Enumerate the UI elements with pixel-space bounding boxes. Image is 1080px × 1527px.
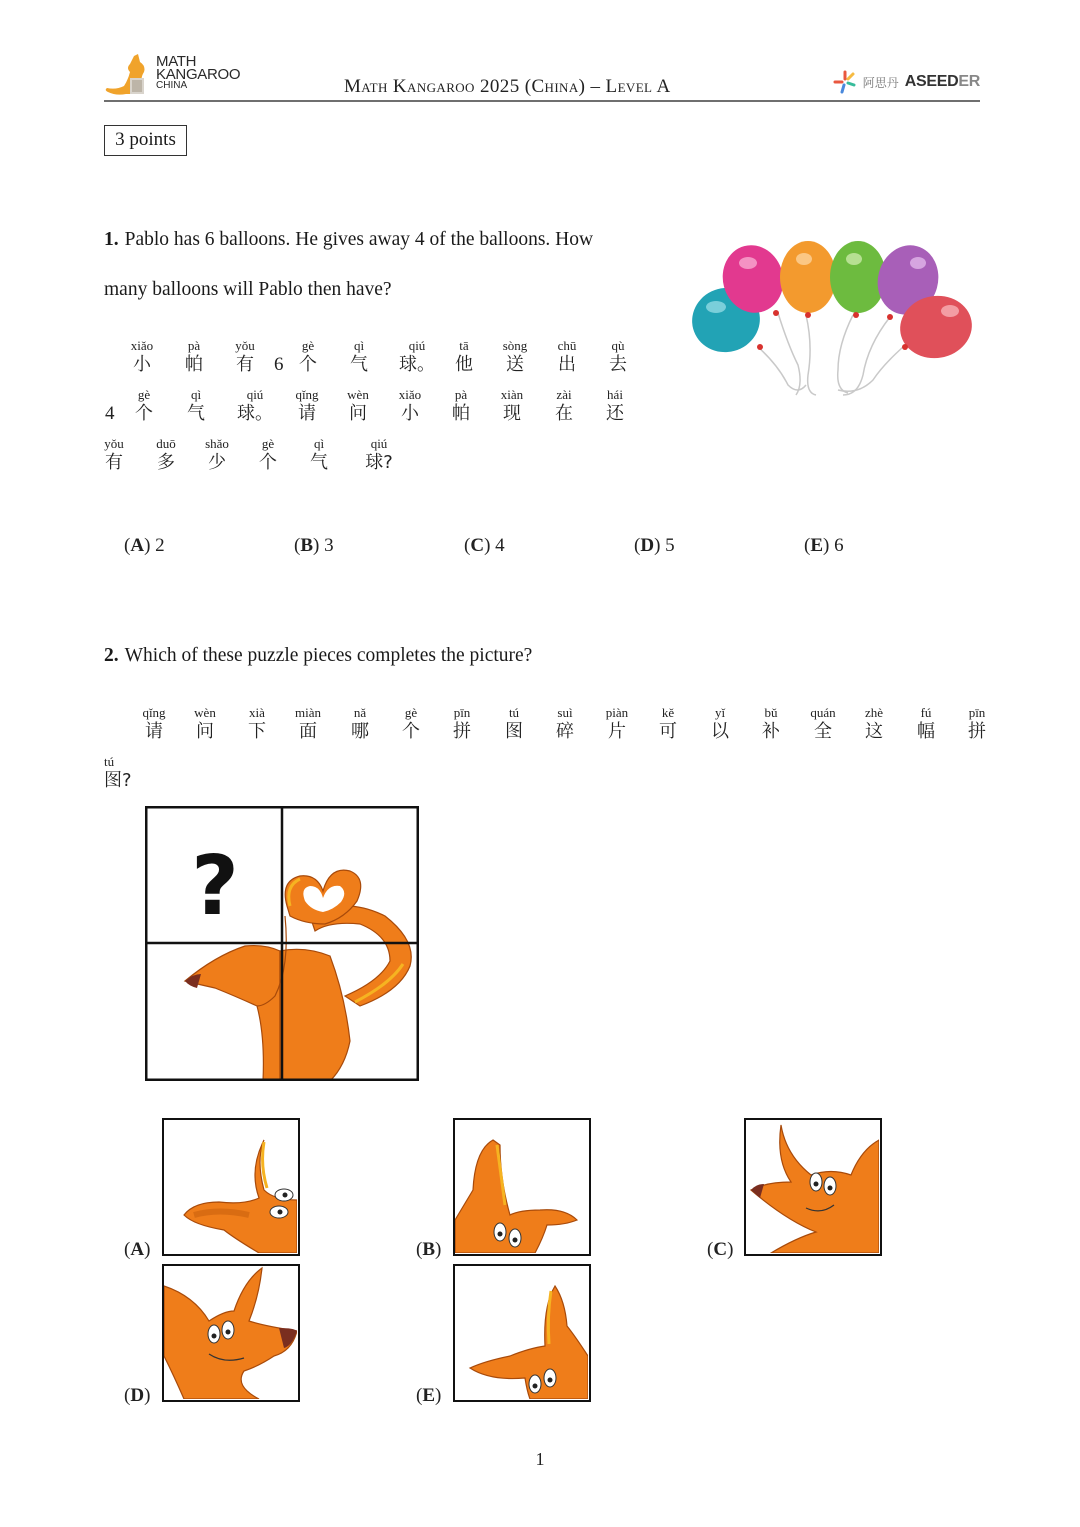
q2-option-a[interactable] [162, 1118, 300, 1256]
pinyin-char: qì 气 [310, 436, 328, 473]
page-number: 1 [535, 1449, 545, 1469]
kangaroo-piece-b-image [455, 1120, 588, 1253]
q2-pinyin-row-2 [96, 754, 156, 794]
kangaroo-piece-a-image [164, 1120, 297, 1253]
pinyin-char: yǐ 以 [711, 705, 729, 742]
pinyin-char: bǔ 补 [762, 705, 780, 742]
points-section-label: 3 points [104, 125, 187, 156]
q2-option-b-label: (B) [416, 1239, 442, 1260]
aseeder-cn-name: 阿思丹 [862, 75, 899, 90]
pinyin-char: shǎo 少 [205, 436, 229, 473]
q1-option-c[interactable]: (C) 4 [464, 535, 505, 556]
math-kangaroo-logo-text [156, 55, 240, 91]
aseeder-en-tail: ER [958, 73, 980, 90]
page-header [104, 50, 980, 102]
q2-option-c-label: (C) [707, 1239, 734, 1260]
q2-option-d[interactable] [162, 1264, 300, 1402]
pinyin-char: nǎ 哪 [351, 705, 369, 742]
q2-text [104, 645, 532, 667]
q1-option-a[interactable]: (A) 2 [124, 535, 165, 556]
q1-number-four: 4 [105, 403, 115, 424]
pinyin-char: qì 气 [187, 387, 205, 424]
pinyin-char: pīn 拼 [968, 705, 986, 742]
pinyin-char: xià 下 [248, 705, 266, 742]
pinyin-char: pà 帕 [185, 338, 203, 375]
pinyin-char: wèn 问 [194, 705, 216, 742]
q2-option-a-label: (A) [124, 1239, 151, 1260]
pinyin-char: qì 气 [350, 338, 368, 375]
q2-number: 2. [104, 645, 119, 666]
pinyin-char: gè 个 [402, 705, 420, 742]
balloon-orange [780, 241, 836, 313]
pinyin-char: gè 个 [135, 387, 153, 424]
q1-pinyin-row-2 [104, 387, 644, 427]
aseeder-en-main: ASEED [904, 73, 959, 90]
header-divider [104, 100, 980, 102]
pinyin-char: qiú 球。 [237, 387, 273, 424]
pinyin-char: xiàn 现 [500, 387, 524, 424]
q1-number-six: 6 [274, 354, 284, 375]
aseeder-en-name [905, 73, 980, 91]
kangaroo-piece-c-image [746, 1120, 879, 1253]
puzzle-missing-question-mark: ? [191, 839, 239, 934]
pinyin-char: qǐng 请 [295, 387, 319, 424]
pinyin-char: qiú 球。 [399, 338, 435, 375]
q2-option-e[interactable] [453, 1264, 591, 1402]
pinyin-char: quán 全 [810, 705, 836, 742]
pinyin-char: yǒu 有 [235, 338, 255, 375]
balloons-illustration [688, 235, 978, 400]
q1-pinyin-row-3 [92, 436, 412, 476]
pinyin-char: chū 出 [557, 338, 577, 375]
pinyin-char: duō 多 [156, 436, 176, 473]
kangaroo-logo-icon [104, 52, 156, 98]
math-kangaroo-logo [104, 52, 244, 98]
pinyin-char: kě 可 [659, 705, 677, 742]
q1-number: 1. [104, 229, 119, 250]
pinyin-char: miàn 面 [295, 705, 321, 742]
q1-option-b[interactable]: (B) 3 [294, 535, 334, 556]
pinyin-char: hái 还 [606, 387, 624, 424]
q1-pinyin-row-1 [120, 338, 640, 378]
balloon-strings [758, 313, 903, 395]
pinyin-char: tú 图? [104, 754, 132, 791]
pinyin-char: piàn 片 [605, 705, 629, 742]
puzzle-picture [145, 806, 419, 1081]
aseeder-logo [833, 70, 980, 94]
kangaroo-piece-e-image [455, 1266, 588, 1399]
pinyin-char: gè 个 [259, 436, 277, 473]
pinyin-char: qù 去 [609, 338, 627, 375]
pinyin-char: yǒu 有 [104, 436, 124, 473]
pinyin-char: sòng 送 [502, 338, 528, 375]
pinyin-char: zhè 这 [864, 705, 884, 742]
pinyin-char: pà 帕 [452, 387, 470, 424]
q2-option-d-label: (D) [124, 1385, 151, 1406]
q1-line-1: Pablo has 6 balloons. He gives away 4 of the balloons. How [124, 229, 594, 250]
logo-line-3: CHINA [156, 80, 188, 91]
pinyin-char: qǐng 请 [142, 705, 166, 742]
pinyin-char: xiǎo 小 [130, 338, 154, 375]
q2-option-b[interactable] [453, 1118, 591, 1256]
pinyin-char: pīn 拼 [453, 705, 471, 742]
q2-line-1: Which of these puzzle pieces completes the picture? [124, 645, 533, 666]
page-title: Math Kangaroo 2025 (China) – Level A [344, 76, 671, 97]
q2-pinyin-row-1 [132, 705, 1012, 745]
pinyin-char: zài 在 [555, 387, 573, 424]
q1-option-e[interactable]: (E) 6 [804, 535, 844, 556]
q2-option-e-label: (E) [416, 1385, 442, 1406]
pinyin-char: gè 个 [299, 338, 317, 375]
q1-answer-options [124, 535, 884, 561]
pinyin-char: tā 他 [455, 338, 473, 375]
pinyin-char: fú 幅 [917, 705, 935, 742]
balloon-green [830, 241, 886, 313]
logo-line-2: KANGAROO [156, 66, 241, 83]
pinyin-char: qiú 球? [365, 436, 393, 473]
q1-text-line-1 [104, 229, 593, 251]
q2-option-c[interactable] [744, 1118, 882, 1256]
pinyin-char: suì 碎 [556, 705, 574, 742]
pinyin-char: xiǎo 小 [398, 387, 422, 424]
q1-line-2: many balloons will Pablo then have? [104, 279, 392, 300]
pinyin-char: wèn 问 [347, 387, 369, 424]
logo-line-1: MATH [156, 53, 197, 70]
pinyin-char: tú 图 [505, 705, 523, 742]
q1-option-d[interactable]: (D) 5 [634, 535, 675, 556]
aseeder-star-icon [833, 70, 857, 94]
kangaroo-piece-d-image [164, 1266, 297, 1399]
